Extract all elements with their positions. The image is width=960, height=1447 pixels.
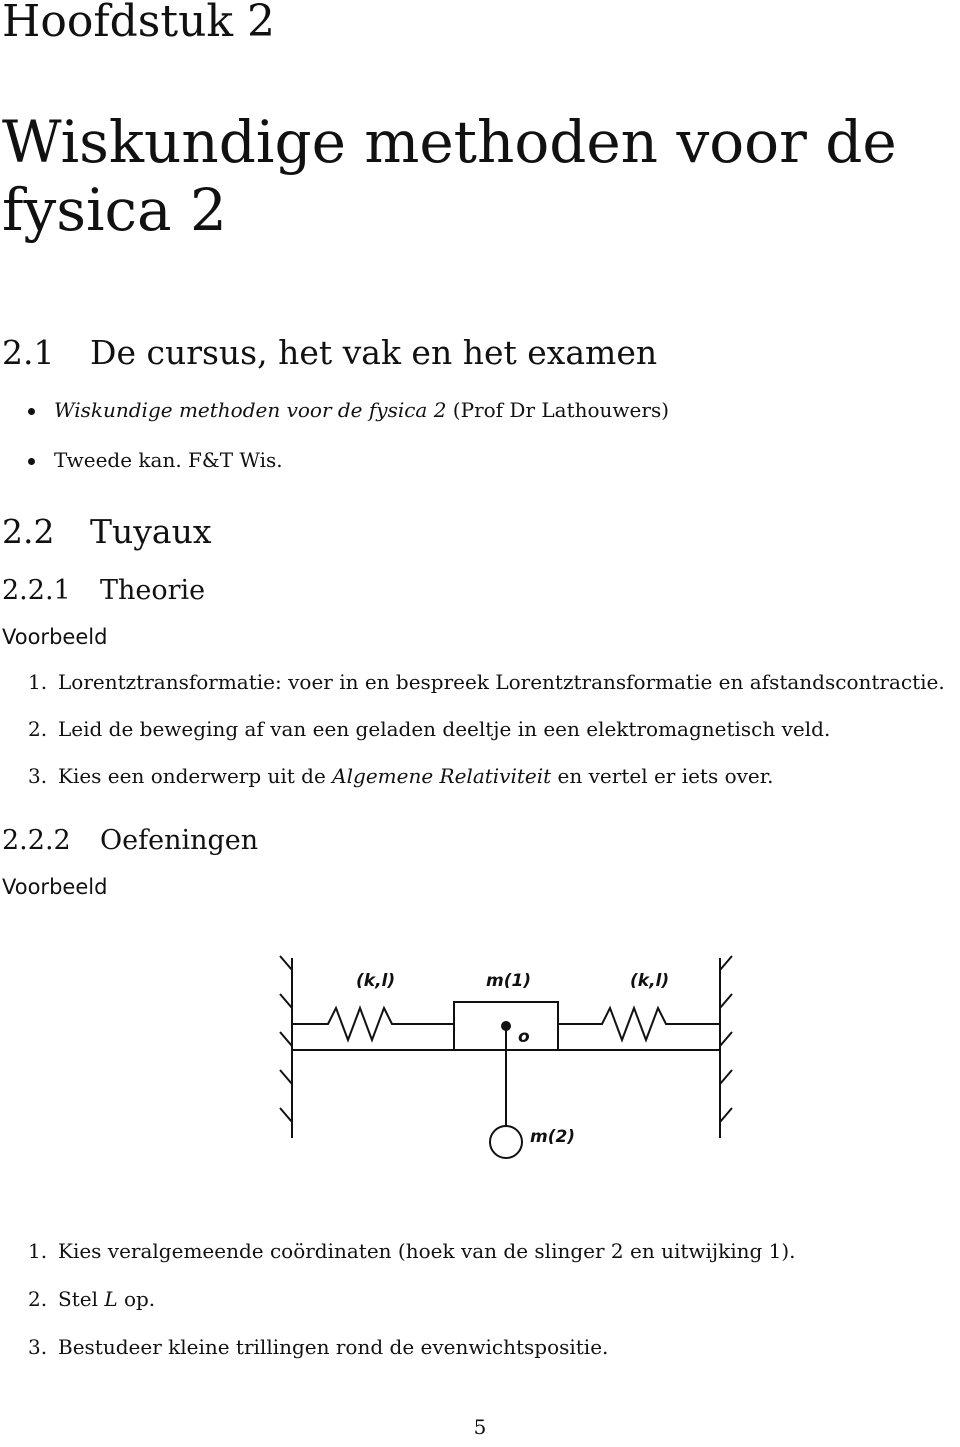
list-number: 1.	[28, 670, 48, 694]
pivot-point	[501, 1021, 511, 1031]
list-number: 3.	[28, 1335, 48, 1359]
list-text: Leid de beweging af van een geladen deeltje in een elektromagnetisch veld.	[58, 717, 831, 741]
left-wall-hatching	[280, 956, 292, 1122]
bullet-item	[0, 448, 283, 472]
section-heading-2-1	[2, 334, 657, 372]
list-italic: L	[104, 1287, 118, 1311]
list-item	[28, 764, 773, 788]
subsection-heading-2-2-2	[2, 825, 258, 857]
list-text: Stel	[58, 1287, 105, 1311]
subsection-number: 2.2.2	[2, 825, 71, 856]
right-spring	[558, 1008, 720, 1040]
subsection-number: 2.2.1	[2, 575, 71, 606]
subsection-title: Theorie	[100, 575, 206, 606]
section-title: Tuyaux	[90, 512, 212, 551]
right-wall-hatching	[720, 956, 732, 1122]
label-mass-1: m(1)	[486, 971, 532, 991]
list-number: 2.	[28, 1287, 48, 1311]
list-text: Kies veralgemeende coördinaten (hoek van de slinger 2 en uitwijking 1).	[58, 1239, 796, 1263]
page-number: 5	[473, 1415, 487, 1439]
bullet-italic: Wiskundige methoden voor de fysica 2	[54, 398, 447, 422]
bullet-icon	[0, 398, 54, 422]
spring-pendulum-figure	[268, 938, 768, 1178]
list-italic: Algemene Relativiteit	[332, 764, 552, 788]
list-text: en vertel er iets over.	[551, 764, 774, 788]
list-text: op.	[117, 1287, 156, 1311]
pendulum-bob	[490, 1126, 522, 1158]
list-text: Bestudeer kleine trillingen rond de evenwichtspositie.	[58, 1335, 609, 1359]
list-text: Lorentztransformatie: voer in en bespreek Lorentztransformatie en afstandscontractie.	[58, 670, 945, 694]
subsection-heading-2-2-1	[2, 575, 205, 607]
list-text: Kies een onderwerp uit de	[58, 764, 333, 788]
section-number: 2.1	[2, 333, 55, 372]
label-pivot: o	[518, 1027, 530, 1047]
paragraph-heading: Voorbeeld	[2, 875, 108, 899]
bullet-item	[0, 398, 669, 422]
subsection-title: Oefeningen	[100, 825, 259, 856]
label-spring-right: (k,l)	[630, 971, 670, 991]
list-number: 3.	[28, 764, 48, 788]
label-mass-2: m(2)	[530, 1127, 576, 1147]
list-item	[28, 717, 830, 741]
list-item	[28, 670, 945, 694]
chapter-title: Wiskundige methoden voor de fysica 2	[2, 108, 897, 244]
list-item	[28, 1287, 155, 1311]
bullet-text: (Prof Dr Lathouwers)	[446, 398, 670, 422]
section-number: 2.2	[2, 512, 55, 551]
chapter-label: Hoofdstuk 2	[2, 0, 276, 47]
bullet-icon	[0, 448, 54, 472]
list-number: 1.	[28, 1239, 48, 1263]
paragraph-heading: Voorbeeld	[2, 625, 108, 649]
label-spring-left: (k,l)	[356, 971, 396, 991]
left-spring	[292, 1008, 454, 1040]
list-number: 2.	[28, 717, 48, 741]
section-heading-2-2	[2, 513, 211, 551]
section-title: De cursus, het vak en het examen	[90, 333, 658, 372]
list-item	[28, 1239, 796, 1263]
list-item	[28, 1335, 608, 1359]
bullet-text: Tweede kan. F&T Wis.	[54, 448, 283, 472]
